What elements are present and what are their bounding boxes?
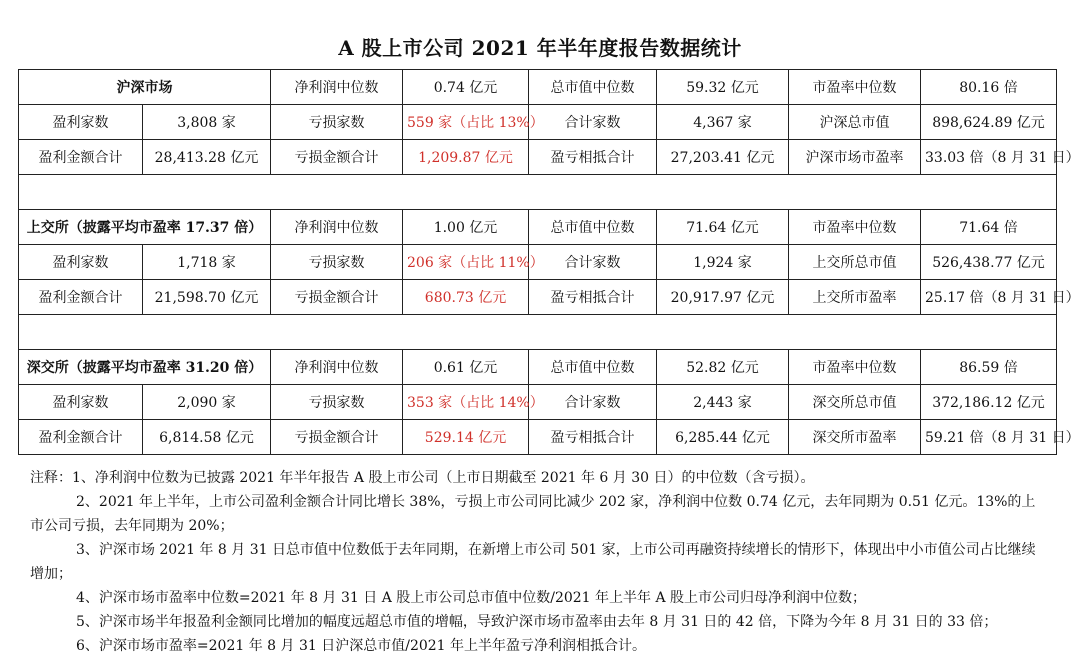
table-cell: 盈利家数 (19, 105, 143, 140)
table-cell: 27,203.41 亿元 (657, 140, 789, 175)
table-cell: 总市值中位数 (529, 210, 657, 245)
spacer-row (19, 315, 1057, 350)
table-cell: 亏损金额合计 (271, 140, 403, 175)
table-cell: 合计家数 (529, 245, 657, 280)
table-cell: 净利润中位数 (271, 70, 403, 105)
note-item: 5、沪深市场半年报盈利金额同比增加的幅度远超总市值的增幅，导致沪深市场市盈率由去年 8 月 31 日的 42 倍，下降为今年 8 月 31 日的 33 倍； (76, 614, 998, 630)
table-cell: 6,285.44 亿元 (657, 420, 789, 455)
table-cell: 6,814.58 亿元 (143, 420, 271, 455)
table-cell: 盈亏相抵合计 (529, 420, 657, 455)
table-cell: 市盈率中位数 (789, 350, 921, 385)
table-row (19, 350, 1057, 385)
table-cell: 1,924 家 (657, 245, 789, 280)
loss-amount-cell: 529.14 亿元 (403, 420, 529, 455)
table-cell: 盈利金额合计 (19, 140, 143, 175)
table-cell: 1,718 家 (143, 245, 271, 280)
table-cell: 亏损家数 (271, 385, 403, 420)
table-cell: 盈亏相抵合计 (529, 280, 657, 315)
table-row (19, 70, 1057, 105)
table-cell: 市盈率中位数 (789, 210, 921, 245)
table-cell: 亏损家数 (271, 245, 403, 280)
loss-count-cell: 206 家（占比 11%） (403, 245, 529, 280)
table-cell: 盈利金额合计 (19, 280, 143, 315)
note-item: 3、沪深市场 2021 年 8 月 31 日总市值中位数低于去年同期，在新增上市公司 501 家，上市公司再融资持续增长的情形下，体现出中小市值公司占比继续增加； (30, 542, 1036, 582)
table-cell: 盈利家数 (19, 245, 143, 280)
table-row (19, 420, 1057, 455)
table-cell: 526,438.77 亿元 (921, 245, 1057, 280)
table-row (19, 385, 1057, 420)
table-cell: 亏损金额合计 (271, 420, 403, 455)
spacer-cell (19, 175, 1057, 210)
spacer-cell (19, 315, 1057, 350)
table-cell: 上交所总市值 (789, 245, 921, 280)
table-cell: 0.74 亿元 (403, 70, 529, 105)
table-cell: 28,413.28 亿元 (143, 140, 271, 175)
loss-amount-cell: 680.73 亿元 (403, 280, 529, 315)
table-cell: 盈亏相抵合计 (529, 140, 657, 175)
table-cell: 沪深市场市盈率 (789, 140, 921, 175)
table-cell: 合计家数 (529, 385, 657, 420)
table-cell: 59.32 亿元 (657, 70, 789, 105)
loss-count-cell: 353 家（占比 14%） (403, 385, 529, 420)
table-cell: 市盈率中位数 (789, 70, 921, 105)
note-item: 2、2021 年上半年，上市公司盈利金额合计同比增长 38%，亏损上市公司同比减少 202 家，净利润中位数 0.74 亿元，去年同期为 0.51 亿元。13%的上市公司亏损，去年同期为 20%； (30, 494, 1036, 534)
section-header: 沪深市场 (19, 70, 271, 105)
table-cell: 52.82 亿元 (657, 350, 789, 385)
table-cell: 沪深总市值 (789, 105, 921, 140)
table-cell: 33.03 倍（8 月 31 日） (921, 140, 1057, 175)
table-cell: 上交所市盈率 (789, 280, 921, 315)
table-cell: 总市值中位数 (529, 350, 657, 385)
table-cell: 总市值中位数 (529, 70, 657, 105)
note-item: 注释：1、净利润中位数为已披露 2021 年半年报告 A 股上市公司（上市日期截至 2021 年 6 月 30 日）的中位数（含亏损）。 (30, 470, 815, 486)
note-item: 4、沪深市场市盈率中位数=2021 年 8 月 31 日 A 股上市公司总市值中位数/2021 年上半年 A 股上市公司归母净利润中位数； (76, 590, 867, 606)
table-row (19, 280, 1057, 315)
table-cell: 4,367 家 (657, 105, 789, 140)
section-header: 深交所（披露平均市盈率 31.20 倍） (19, 350, 271, 385)
loss-count-cell: 559 家（占比 13%） (403, 105, 529, 140)
table-cell: 亏损金额合计 (271, 280, 403, 315)
notes-section (30, 466, 1045, 658)
page-title: A 股上市公司 2021 年半年度报告数据统计 (338, 36, 742, 60)
table-cell: 1.00 亿元 (403, 210, 529, 245)
table-cell: 深交所总市值 (789, 385, 921, 420)
table-row (19, 140, 1057, 175)
table-cell: 0.61 亿元 (403, 350, 529, 385)
table-cell: 净利润中位数 (271, 350, 403, 385)
section-header: 上交所（披露平均市盈率 17.37 倍） (19, 210, 271, 245)
table-cell: 59.21 倍（8 月 31 日） (921, 420, 1057, 455)
table-cell: 2,443 家 (657, 385, 789, 420)
table-cell: 898,624.89 亿元 (921, 105, 1057, 140)
loss-amount-cell: 1,209.87 亿元 (403, 140, 529, 175)
note-item: 6、沪深市场市盈率=2021 年 8 月 31 日沪深总市值/2021 年上半年盈亏净利润相抵合计。 (76, 638, 647, 654)
table-cell: 21,598.70 亿元 (143, 280, 271, 315)
table-cell: 25.17 倍（8 月 31 日） (921, 280, 1057, 315)
table-cell: 深交所市盈率 (789, 420, 921, 455)
table-row (19, 105, 1057, 140)
table-cell: 2,090 家 (143, 385, 271, 420)
table-cell: 盈利金额合计 (19, 420, 143, 455)
table-cell: 71.64 亿元 (657, 210, 789, 245)
statistics-table (18, 69, 1080, 455)
table-cell: 盈利家数 (19, 385, 143, 420)
table-cell: 净利润中位数 (271, 210, 403, 245)
table-cell: 372,186.12 亿元 (921, 385, 1057, 420)
table-cell: 86.59 倍 (921, 350, 1057, 385)
spacer-row (19, 175, 1057, 210)
table-cell: 20,917.97 亿元 (657, 280, 789, 315)
table-cell: 3,808 家 (143, 105, 271, 140)
table-row (19, 245, 1057, 280)
table-row (19, 210, 1057, 245)
table-cell: 80.16 倍 (921, 70, 1057, 105)
table-cell: 亏损家数 (271, 105, 403, 140)
table-cell: 71.64 倍 (921, 210, 1057, 245)
table-cell: 合计家数 (529, 105, 657, 140)
